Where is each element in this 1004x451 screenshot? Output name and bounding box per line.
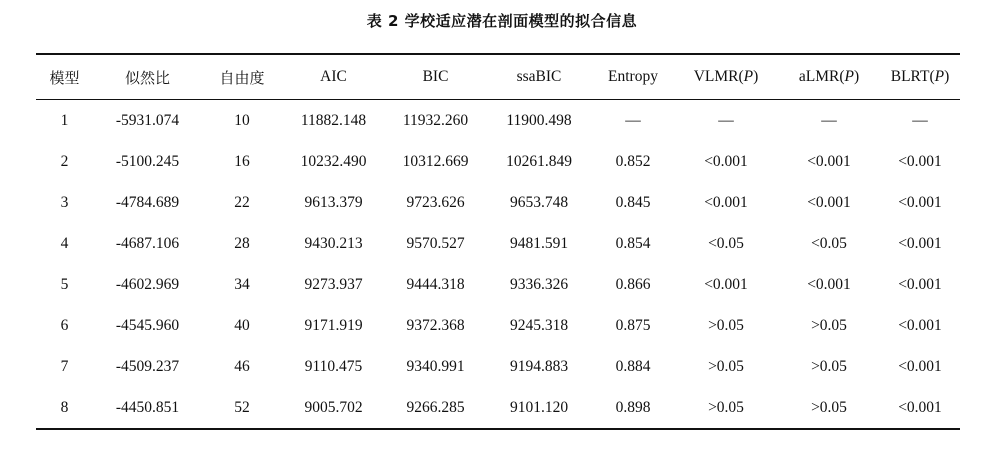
cell-almr: >0.05 <box>811 398 847 416</box>
cell-model: 3 <box>60 193 69 211</box>
cell-vlmr: — <box>718 111 734 129</box>
cell-likelihood: -5100.245 <box>115 152 180 170</box>
cell-blrt: <0.001 <box>898 316 942 334</box>
cell-aic: 9171.919 <box>304 316 363 334</box>
cell-blrt: <0.001 <box>898 193 942 211</box>
cell-ssabic: 10261.849 <box>506 152 572 170</box>
cell-aic: 9005.702 <box>304 398 363 416</box>
header-almr-p: P <box>844 68 854 85</box>
cell-bic: 9372.368 <box>406 316 465 334</box>
cell-bic: 11932.260 <box>402 111 469 129</box>
cell-bic: 9444.318 <box>406 275 465 293</box>
cell-entropy: 0.866 <box>615 275 651 293</box>
header-bic: BIC <box>422 68 449 85</box>
cell-model: 2 <box>60 152 69 170</box>
cell-blrt: <0.001 <box>898 152 942 170</box>
table-row <box>36 305 960 346</box>
cell-likelihood: -5931.074 <box>115 111 180 129</box>
cell-ssabic: 9336.326 <box>509 275 569 293</box>
cell-almr: >0.05 <box>811 316 847 334</box>
header-likelihood: 似然比 <box>124 68 170 87</box>
cell-almr: <0.001 <box>807 193 851 211</box>
cell-likelihood: -4509.237 <box>115 357 180 375</box>
cell-entropy: 0.845 <box>615 193 651 211</box>
cell-df: 16 <box>234 152 250 170</box>
table-row <box>36 100 960 142</box>
cell-ssabic: 9245.318 <box>509 316 569 334</box>
cell-model: 5 <box>60 275 69 293</box>
cell-almr: <0.001 <box>807 152 851 170</box>
cell-df: 52 <box>234 398 250 416</box>
cell-df: 22 <box>234 193 250 211</box>
cell-model: 1 <box>60 111 69 129</box>
cell-blrt: <0.001 <box>898 234 942 252</box>
header-almr: aLMR(P) <box>798 68 860 85</box>
cell-entropy: — <box>625 111 641 129</box>
cell-vlmr: <0.001 <box>704 275 748 293</box>
cell-almr: >0.05 <box>811 357 847 375</box>
cell-entropy: 0.898 <box>615 398 651 416</box>
cell-aic: 9110.475 <box>304 357 363 375</box>
cell-likelihood: -4450.851 <box>115 398 180 416</box>
cell-blrt: <0.001 <box>898 357 942 375</box>
cell-ssabic: 9194.883 <box>509 357 569 375</box>
cell-vlmr: >0.05 <box>708 398 744 416</box>
header-model: 模型 <box>49 68 80 87</box>
cell-vlmr: <0.001 <box>704 152 748 170</box>
cell-entropy: 0.852 <box>615 152 651 170</box>
cell-likelihood: -4545.960 <box>115 316 180 334</box>
cell-df: 10 <box>234 111 250 129</box>
cell-df: 40 <box>234 316 250 334</box>
table-row <box>36 182 960 223</box>
header-row <box>36 54 960 100</box>
header-blrt-p: P <box>934 68 945 85</box>
table-caption: 表 2 学校适应潜在剖面模型的拟合信息 <box>366 12 638 30</box>
cell-blrt: — <box>912 111 928 129</box>
table-row <box>36 264 960 305</box>
cell-vlmr: >0.05 <box>708 357 744 375</box>
cell-model: 7 <box>60 357 69 375</box>
cell-bic: 9266.285 <box>406 398 465 416</box>
header-blrt-label: BLRT <box>890 68 930 85</box>
cell-bic: 9723.626 <box>406 193 465 211</box>
cell-aic: 9430.213 <box>304 234 363 252</box>
cell-bic: 9340.991 <box>406 357 465 375</box>
cell-likelihood: -4602.969 <box>115 275 180 293</box>
header-vlmr: VLMR(P) <box>693 68 759 85</box>
header-blrt: BLRT(P) <box>890 68 950 85</box>
header-vlmr-p: P <box>743 68 754 85</box>
table-row <box>36 223 960 264</box>
cell-bic: 10312.669 <box>402 152 469 170</box>
cell-vlmr: <0.001 <box>704 193 748 211</box>
header-ssabic: ssaBIC <box>516 68 562 85</box>
cell-blrt: <0.001 <box>898 398 942 416</box>
header-almr-label: aLMR <box>798 68 840 85</box>
cell-ssabic: 9101.120 <box>509 398 569 416</box>
cell-likelihood: -4784.689 <box>115 193 180 211</box>
cell-vlmr: >0.05 <box>708 316 744 334</box>
header-df: 自由度 <box>219 68 265 87</box>
cell-ssabic: 9481.591 <box>509 234 569 252</box>
header-aic: AIC <box>320 68 347 85</box>
header-entropy: Entropy <box>608 68 658 85</box>
cell-df: 34 <box>234 275 250 293</box>
table-row <box>36 387 960 429</box>
cell-almr: <0.05 <box>811 234 847 252</box>
cell-entropy: 0.884 <box>615 357 651 375</box>
cell-entropy: 0.875 <box>615 316 651 334</box>
cell-ssabic: 11900.498 <box>506 111 572 129</box>
header-vlmr-label: VLMR <box>693 68 739 85</box>
table-row <box>36 141 960 182</box>
cell-model: 8 <box>60 398 69 416</box>
fit-info-table <box>36 53 960 430</box>
cell-df: 28 <box>234 234 250 252</box>
cell-bic: 9570.527 <box>406 234 465 252</box>
cell-ssabic: 9653.748 <box>509 193 569 211</box>
cell-aic: 10232.490 <box>300 152 367 170</box>
cell-likelihood: -4687.106 <box>115 234 180 252</box>
cell-df: 46 <box>234 357 250 375</box>
cell-almr: — <box>821 111 837 129</box>
cell-blrt: <0.001 <box>898 275 942 293</box>
cell-entropy: 0.854 <box>615 234 651 252</box>
table-body <box>36 100 960 430</box>
cell-aic: 9613.379 <box>304 193 363 211</box>
cell-aic: 11882.148 <box>300 111 367 129</box>
cell-model: 6 <box>60 316 69 334</box>
cell-aic: 9273.937 <box>304 275 363 293</box>
cell-almr: <0.001 <box>807 275 851 293</box>
cell-model: 4 <box>60 234 69 252</box>
table-row <box>36 346 960 387</box>
cell-vlmr: <0.05 <box>708 234 744 252</box>
